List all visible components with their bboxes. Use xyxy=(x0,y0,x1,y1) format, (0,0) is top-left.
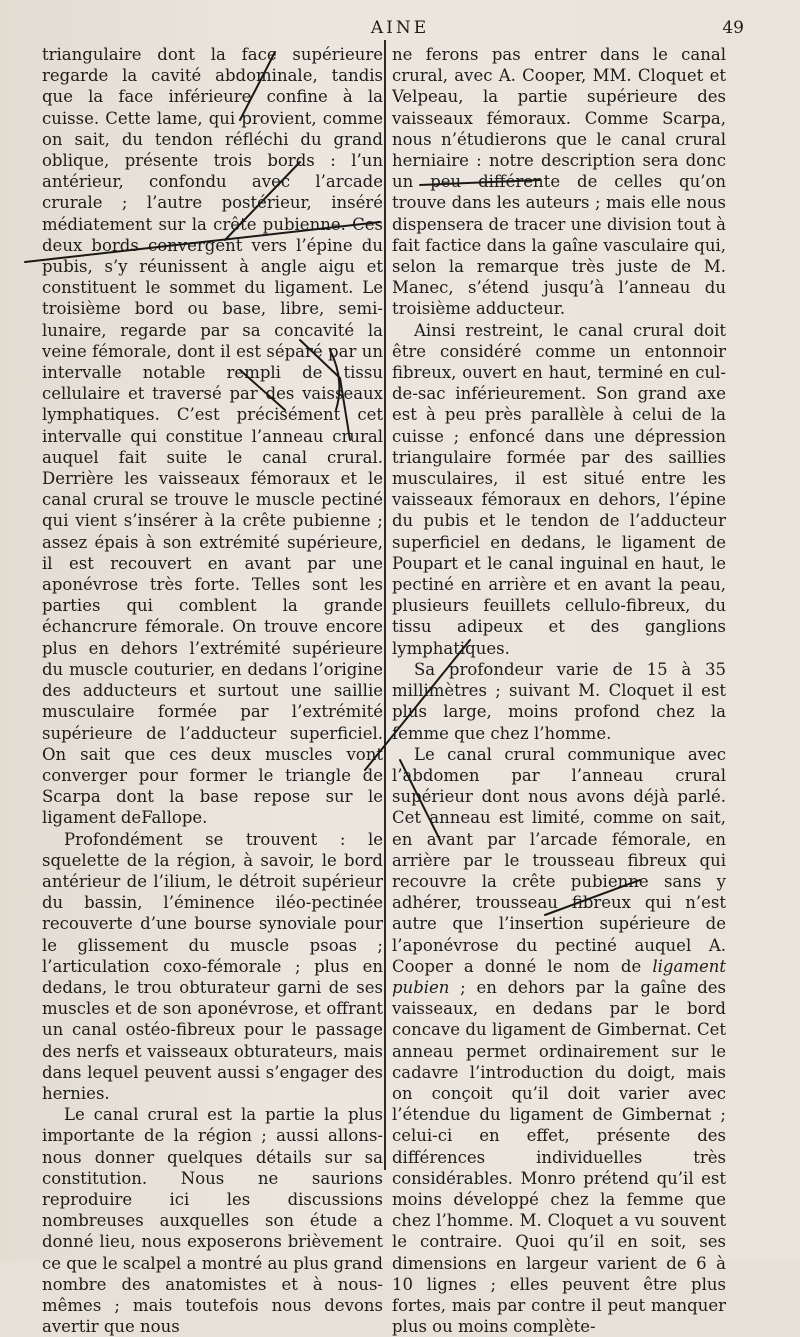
pen-stroke xyxy=(240,52,275,120)
left-paragraph-2: Profondément se trouvent : le squelette de la région, à savoir, le bord antérieur de l’ilium, le détroit supérieur du bassin, l’éminence iléo-pectinée recouverte d’une bourse synoviale pour le glissement du muscle psoas ; l’articulation coxo-fémorale ; plus en dedans, le trou obturateur garni de ses muscles et de son aponévrose, et offrant un canal ostéo-fibreux pour le passage des nerfs et vaisseaux obturateurs, mais dans lequel peuvent aussi s’engager des hernies. xyxy=(42,829,383,1103)
pen-stroke xyxy=(330,350,339,410)
pen-stroke xyxy=(545,880,640,915)
pen-stroke xyxy=(365,640,470,770)
running-title: AINE xyxy=(370,18,430,38)
page-number: 49 xyxy=(722,18,744,38)
right-paragraph-1: ne ferons pas entrer dans le canal crural, avec A. Cooper, MM. Cloquet et Velpeau, la partie supérieure des vaisseaux fémoraux. Comme Scarpa, nous n’étudierons que le canal crural herniaire : notre description sera donc un peu différente de celles qu’on trouve dans les auteurs ; mais elle nous dispensera de tracer une division tout à fait factice dans la gaîne vasculaire qui, selon la remarque très juste de M. Manec, s’étend jusqu’à l’anneau du troisième adducteur. xyxy=(392,45,726,319)
right-paragraph-4-text-b: ; en dehors par la gaîne des vaisseaux, en dedans par le bord concave du ligament de Gimbernat. Cet anneau permet ordinairement sur le cadavre l’introduction du doigt, mais on conçoit qu’il doit varier avec l’étendue du ligament de Gimbernat ; celui-ci en effet, présente des différences individuelles très considérables. Monro prétend qu’il est moins développé chez la femme que chez l’homme. M. Cloquet a vu souvent le contraire. Quoi qu’il en soit, ses dimensions en largeur varient de 6 à 10 lignes ; elles peuvent être plus fortes, mais par contre il peut manquer plus ou moins complète- xyxy=(392,977,726,1337)
pen-stroke xyxy=(240,370,285,410)
pen-stroke xyxy=(25,222,380,262)
right-paragraph-4-text-a: Le canal crural communique avec l’abdomen par l’anneau crural supérieur dont nous avons déjà parlé. Cet anneau est limité, comme on sait, en avant par l’arcade fémorale, en arrière par le trousseau fibreux qui recouvre la crête pubienne sans y adhérer, trousseau fibreux qui n’est autre que l’insertion supérieure de l’aponévrose du pectiné auquel A. Cooper a donné le nom de xyxy=(392,744,726,976)
pen-stroke xyxy=(225,162,300,240)
pen-stroke xyxy=(400,760,440,840)
pen-stroke xyxy=(300,340,350,440)
right-paragraph-3: Sa profondeur varie de 15 à 35 millimètres ; suivant M. Cloquet il est plus large, moins profond chez la femme que chez l’homme. xyxy=(392,659,726,743)
right-paragraph-2: Ainsi restreint, le canal crural doit être considéré comme un entonnoir fibreux, ouvert en haut, terminé en cul-de-sac inférieurement. Son grand axe est à peu près parallèle à celui de la cuisse ; enfoncé dans une dépression triangulaire formée par des saillies musculaires, il est situé entre les vaisseaux fémoraux en dehors, l’épine du pubis et le tendon de l’adducteur superficiel en dedans, le ligament de Poupart et le canal inguinal en haut, le pectiné en arrière et en avant la peau, plusieurs feuillets cellulo-fibreux, du tissu adipeux et des ganglions lymphatiques. xyxy=(392,320,726,658)
left-paragraph-3: Le canal crural est la partie la plus importante de la région ; aussi allons-nous donner quelques détails sur sa constitution. Nous ne saurions reproduire ici les discussions nombreuses auxquelles son étude a donné lieu, nous exposerons brièvement ce que le scalpel a montré au plus grand nombre des anatomistes et à nous-mêmes ; mais toutefois nous devons avertir que nous xyxy=(42,1105,383,1337)
ligament-pubien-term: ligament pubien xyxy=(392,956,726,997)
left-paragraph-1: triangulaire dont la face supérieure regarde la cavité abdominale, tandis que la face inférieure confine à la cuisse. Cette lame, qui provient, comme on sait, du tendon réfléchi du grand oblique, présente trois bords : l’un antérieur, confondu avec l’arcade crurale ; l’autre postérieur, inséré médiatement sur la crête pubienne. Ces deux bords convergent vers l’épine du pubis, s’y réunissent à angle aigu et constituent le sommet du ligament. Le troisième bord ou base, libre, semi-lunaire, regarde par sa concavité la veine fémorale, dont il est séparé par un intervalle notable rempli de tissu cellulaire et traversé par des vaisseaux lymphatiques. C’est précisément cet intervalle qui constitue l’anneau crural auquel fait suite le canal crural. Derrière les vaisseaux fémoraux et le canal crural se trouve le muscle pectiné qui vient s’insérer à la crête pubienne ; assez épais à son extrémité supérieure, il est recouvert en avant par une aponévrose très forte. Telles sont les parties qui comblent la grande échancrure fémorale. On trouve encore plus en dehors l’extrémité supérieure du muscle couturier, en dedans l’origine des adducteurs et surtout une saillie musculaire formée par l’extrémité supérieure de l’adducteur superficiel. On sait que ces deux muscles vont converger pour former le triangle de Scarpa dont la base repose sur le ligament deFallope. xyxy=(42,45,383,828)
pen-stroke xyxy=(420,180,540,185)
